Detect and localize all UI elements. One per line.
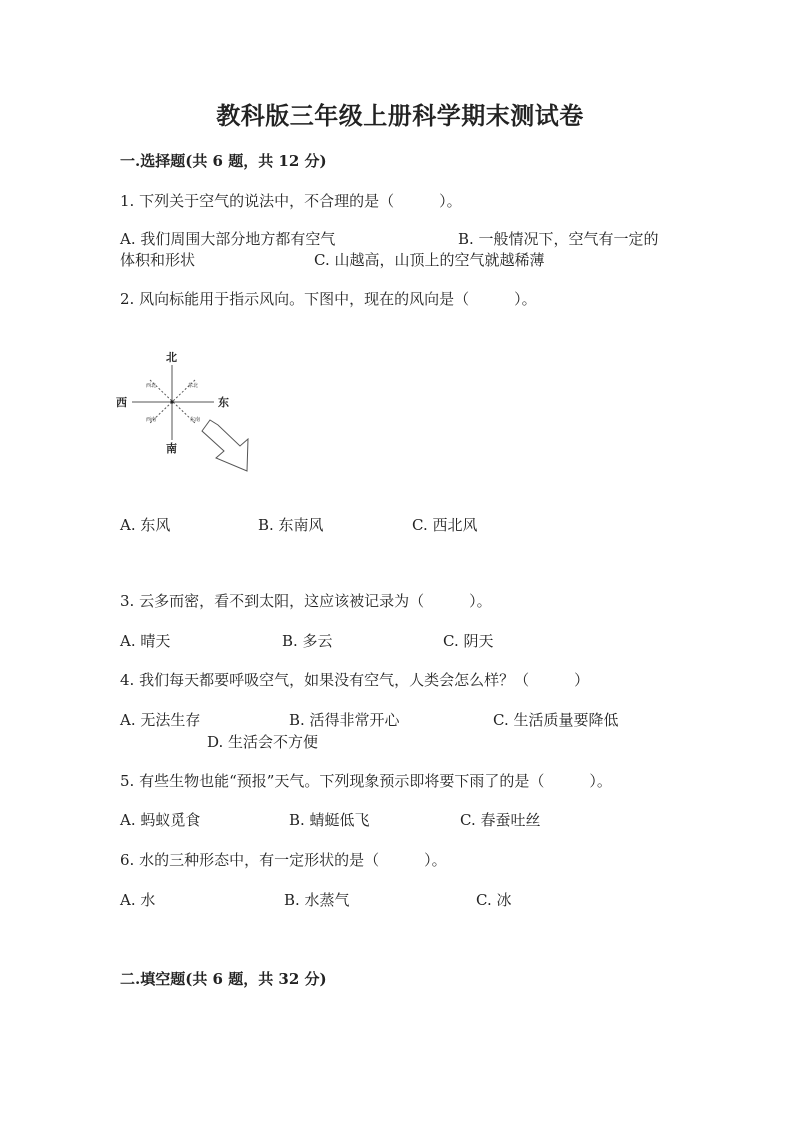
question-3-option-b: B. 多云: [282, 632, 333, 650]
question-1-option-b-continued: 体积和形状: [120, 251, 196, 269]
question-6-option-a: A. 水: [120, 891, 156, 909]
question-6-option-b: B. 水蒸气: [284, 891, 350, 909]
question-1-option-c: C. 山越高，山顶上的空气就越稀薄: [314, 251, 545, 269]
compass-label-northeast: 东北: [188, 383, 199, 389]
question-4-stem: 4. 我们每天都要呼吸空气，如果没有空气，人类会怎么样？（ ）: [120, 671, 590, 689]
compass-label-west: 西: [116, 396, 127, 409]
compass-center-dot: [170, 400, 173, 403]
question-3-option-c: C. 阴天: [443, 632, 494, 650]
question-6-option-c: C. 冰: [476, 891, 512, 909]
wind-vane-compass-diagram: [110, 345, 270, 485]
compass-label-southwest: 西南: [146, 417, 157, 423]
compass-label-east: 东: [218, 396, 229, 409]
question-3-option-a: A. 晴天: [120, 632, 171, 650]
question-6-stem: 6. 水的三种形态中，有一定形状的是（ ）。: [120, 851, 447, 869]
compass-label-southeast: 东南: [190, 417, 201, 423]
question-1-stem: 1. 下列关于空气的说法中，不合理的是（ ）。: [120, 192, 462, 210]
wind-vane-arrow-icon: [202, 420, 248, 471]
compass-label-northwest: 西北: [146, 383, 157, 389]
question-1-option-a: A. 我们周围大部分地方都有空气: [120, 230, 336, 248]
question-4-option-b: B. 活得非常开心: [289, 711, 400, 729]
compass-label-north: 北: [166, 351, 177, 364]
question-2-option-a: A. 东风: [120, 516, 171, 534]
question-2-stem: 2. 风向标能用于指示风向。下图中，现在的风向是（ ）。: [120, 290, 537, 308]
question-4-option-d: D. 生活会不方便: [207, 733, 319, 751]
question-5-stem: 5. 有些生物也能“预报”天气。下列现象预示即将要下雨了的是（ ）。: [120, 772, 612, 790]
question-4-option-a: A. 无法生存: [120, 711, 201, 729]
question-1-option-b: B. 一般情况下，空气有一定的: [458, 230, 659, 248]
question-2-option-c: C. 西北风: [412, 516, 478, 534]
question-4-option-c: C. 生活质量要降低: [493, 711, 619, 729]
question-5-option-b: B. 蜻蜓低飞: [289, 811, 370, 829]
question-5-option-a: A. 蚂蚁觅食: [120, 811, 201, 829]
section-heading-choice: 一.选择题(共 6 题，共 12 分): [120, 152, 327, 170]
page-title: 教科版三年级上册科学期末测试卷: [216, 101, 584, 130]
section-heading-fill-blank: 二.填空题(共 6 题，共 32 分): [120, 970, 327, 988]
question-2-option-b: B. 东南风: [258, 516, 324, 534]
compass-label-south: 南: [166, 442, 177, 455]
question-5-option-c: C. 春蚕吐丝: [460, 811, 541, 829]
question-3-stem: 3. 云多而密，看不到太阳，这应该被记录为（ ）。: [120, 592, 492, 610]
